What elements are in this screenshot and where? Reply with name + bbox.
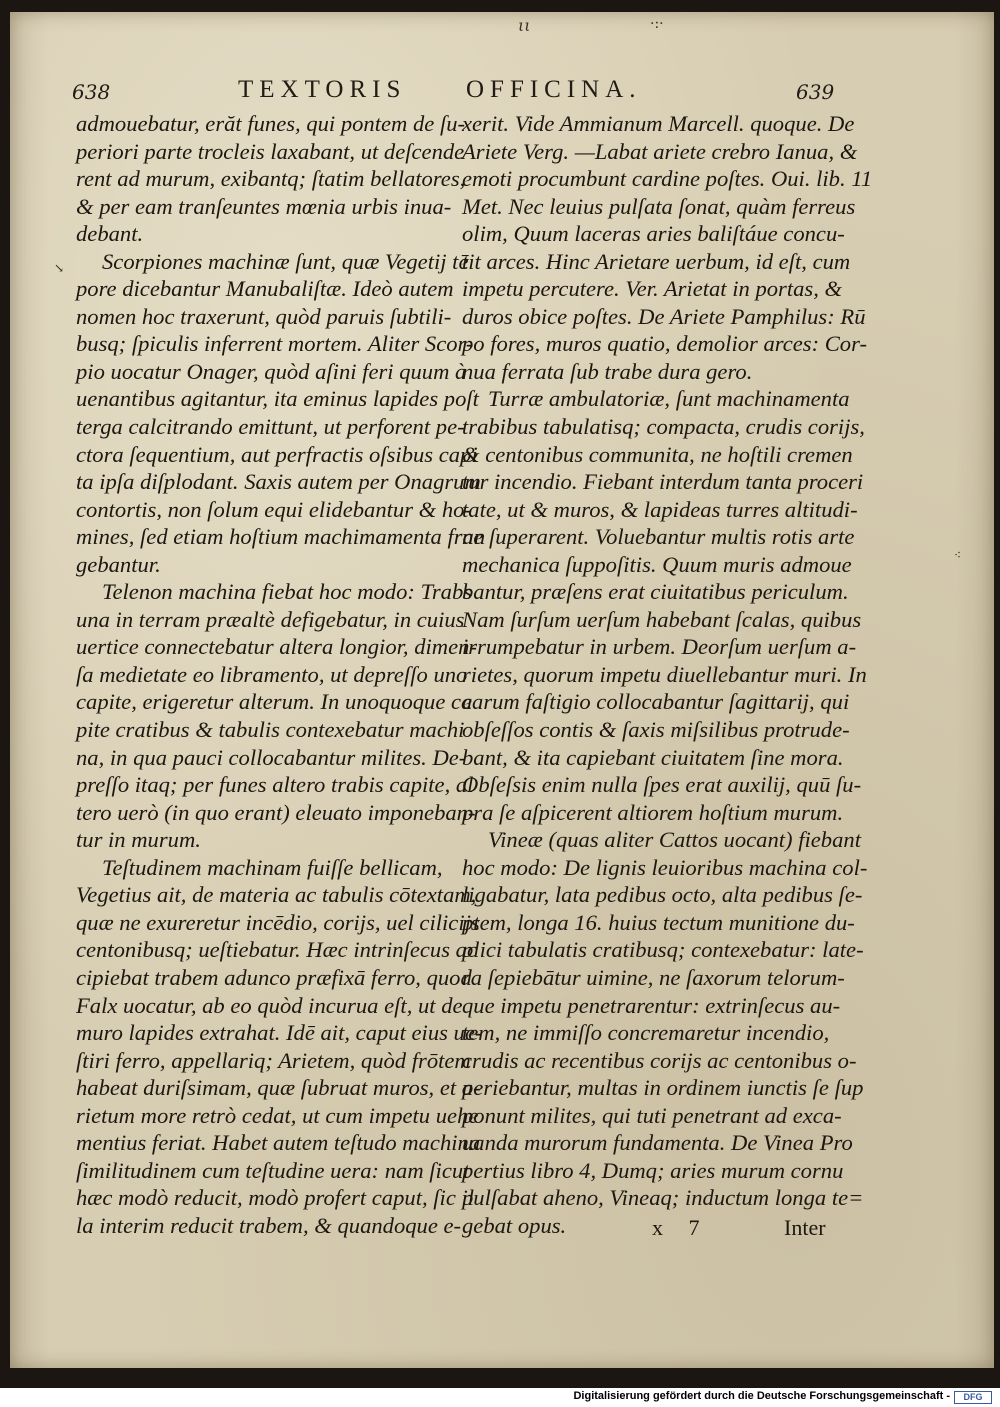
text-line: rietes, quorum impetu diuellebantur muri. In xyxy=(462,661,867,687)
text-line: rietum more retrò cedat, ut cum impetu uehe xyxy=(76,1102,479,1128)
text-line: periori parte trocleis laxabant, ut deſcende xyxy=(76,138,465,164)
text-line: tem, ne immiſſo concremaretur incendio, xyxy=(462,1020,830,1046)
text-line: xerit. Vide Ammianum Marcell. quoque. De xyxy=(462,111,855,136)
text-line: Obſeſsis enim nulla ſpes erat auxilij, quū ſu- xyxy=(462,772,862,798)
text-line: ptem, longa 16. huius tectum munitione du- xyxy=(462,909,855,935)
text-line: tero uerò (in quo erant) eleuato imponeban- xyxy=(76,799,476,825)
text-line: una in terram præaltè defigebatur, in cuius xyxy=(76,606,465,632)
text-line: busq; ſpiculis inferrent mortem. Aliter Scor- xyxy=(76,331,474,357)
signature-mark: x 7 xyxy=(652,1215,710,1240)
text-line: & centonibus communita, ne hoſtili cremen xyxy=(462,441,853,467)
text-line: rent ad murum, exibantq; ſtatim bellatores, xyxy=(76,166,466,192)
text-line: gebantur. xyxy=(76,551,161,577)
text-line: mentius feriat. Habet autem teſtudo machina xyxy=(76,1130,481,1156)
text-line: plici tabulatis cratibusq; contexebatur: late- xyxy=(462,937,864,963)
text-line: centonibusq; ueſtiebatur. Hæc intrinſecus ac xyxy=(76,937,477,963)
text-line: gebat opus. xyxy=(462,1212,567,1238)
text-line: nua ferrata ſub trabe dura gero. xyxy=(462,358,753,384)
top-dots: ·:· xyxy=(650,16,664,32)
text-line: trabibus tabulatisq; compacta, crudis corijs, xyxy=(462,414,865,440)
text-line: uenantibus agitantur, ita eminus lapides poſt xyxy=(76,386,479,412)
text-line: obſeſſos contis & ſaxis miſsilibus protrude- xyxy=(462,717,850,743)
text-line: ne ſuperarent. Voluebantur multis rotis arte xyxy=(462,524,855,550)
text-line: ſtiri ferro, appellariq; Arietem, quòd frōtem xyxy=(76,1047,471,1073)
text-line: Turræ ambulatoriæ, ſunt machinamenta xyxy=(488,386,850,412)
text-line: ſimilitudinem cum teſtudine uera: nam ſicut xyxy=(76,1157,470,1183)
text-line: pulſabat aheno, Vineaq; inductum longa te= xyxy=(462,1185,864,1211)
text-line: tur in murum. xyxy=(76,827,201,853)
text-line: emoti procumbunt cardine poſtes. Oui. lib. 11 xyxy=(462,166,873,192)
text-line: crudis ac recentibus corijs ac centonibus o- xyxy=(462,1047,857,1073)
text-line: Met. Nec leuius pulſata ſonat, quàm ferreus xyxy=(462,193,856,219)
margin-mark-left: ↘ xyxy=(54,261,65,275)
text-line: admouebatur, erăt funes, qui pontem de ſu- xyxy=(76,111,466,136)
text-line: pertius libro 4, Dumq; aries murum cornu xyxy=(462,1157,844,1183)
dfg-footer-bar xyxy=(0,1388,1000,1407)
text-line: pio uocatur Onager, quòd aſini feri quum à xyxy=(76,358,467,384)
text-line: Vineæ (quas aliter Cattos uocant) fiebant xyxy=(488,827,861,853)
text-line: debant. xyxy=(76,221,144,247)
right-page-number: 639 xyxy=(796,80,835,104)
text-line: ctora ſequentium, aut perfractis oſsibus capi xyxy=(76,441,478,467)
text-line: Ariete Verg. —Labat ariete crebro Ianua, & xyxy=(462,138,858,164)
text-line: mines, ſed etiam hoſtium machimamenta fran xyxy=(76,524,486,550)
text-line: olim, Quum laceras aries baliſtáue concu- xyxy=(462,221,845,247)
text-line: Scorpiones machinæ ſunt, quæ Vegetij tē xyxy=(102,248,469,274)
text-line: impetu percutere. Ver. Arietat in portas, & xyxy=(462,276,843,302)
dfg-logo-icon: DFG xyxy=(954,1391,992,1404)
book-page xyxy=(10,12,994,1368)
text-line: Teſtudinem machinam fuiſſe bellicam, xyxy=(102,854,443,880)
text-line: tur incendio. Fiebant interdum tanta proceri xyxy=(462,469,864,495)
left-page-number: 638 xyxy=(72,80,111,104)
margin-mark-right: ⁖ xyxy=(954,548,962,562)
text-line: hæc modò reducit, modò profert caput, ſic il xyxy=(76,1185,475,1211)
text-line: periebantur, multas in ordinem iunctis ſe ſup xyxy=(462,1075,864,1101)
text-line: Nam ſurſum uerſum habebant ſcalas, quibus xyxy=(462,606,862,632)
text-line: & per eam tranſeuntes mœnia urbis inua- xyxy=(76,193,452,219)
text-line: bant, & ita capiebant ciuitatem ſine mora. xyxy=(462,744,844,770)
right-page-header xyxy=(458,76,858,112)
text-line: nomen hoc traxerunt, quòd paruis ſubtili- xyxy=(76,303,452,329)
text-line: capite, erigeretur alterum. In unoquoque ca xyxy=(76,689,473,715)
text-line: ſa medietate eo libramento, ut depreſſo uno xyxy=(76,661,468,687)
text-line: terga calcitrando emittunt, ut perforent pe- xyxy=(76,414,465,440)
text-line: Telenon machina fiebat hoc modo: Trabs xyxy=(102,579,473,605)
text-line: la interim reducit trabem, & quandoque e- xyxy=(76,1212,462,1238)
text-line: pore dicebantur Manubaliſtæ. Ideò autem xyxy=(76,276,454,302)
text-line: quæ ne exureretur incēdio, corijs, uel cilicijs xyxy=(76,909,480,935)
text-line: duros obice poſtes. De Ariete Pamphilus: Rū xyxy=(462,303,866,329)
left-running-head: TEXTORIS xyxy=(238,76,407,103)
text-line: pite cratibus & tabulis contexebatur machi xyxy=(76,717,465,743)
text-line: hoc modo: De lignis leuioribus machina col- xyxy=(462,854,868,880)
text-line: uertice connectebatur altera longior, dimen- xyxy=(76,634,477,660)
text-line: mechanica ſuppoſitis. Quum muris admoue xyxy=(462,551,852,577)
text-line: ligabatur, lata pedibus octo, alta pedibus ſe- xyxy=(462,882,863,908)
left-text-column xyxy=(76,110,486,1239)
text-line: que impetu penetrarentur: extrinſecus au- xyxy=(462,992,841,1018)
top-mark: ιι xyxy=(518,16,531,35)
text-line: muro lapides extrahat. Idē ait, caput eius ue- xyxy=(76,1020,483,1046)
dfg-credit-text: Digitalisierung gefördert durch die Deutsche Forschungsgemeinschaft - xyxy=(573,1390,950,1402)
catchword: Inter xyxy=(784,1215,826,1240)
text-line: irrumpebatur in urbem. Deorſum uerſum a- xyxy=(462,634,857,660)
text-line: tit arces. Hinc Arietare uerbum, id eſt, cum xyxy=(462,248,851,274)
text-line: tate, ut & muros, & lapideas turres altitudi- xyxy=(462,496,858,522)
text-line: preſſo itaq; per funes altero trabis capite, al xyxy=(76,772,474,798)
text-line: na, in qua pauci collocabantur milites. De- xyxy=(76,744,467,770)
text-line: earum faſtigio collocabantur ſagittarij, qui xyxy=(462,689,850,715)
right-running-head: OFFICINA. xyxy=(466,76,642,103)
text-line: pra ſe aſpicerent altiorem hoſtium murum. xyxy=(462,799,844,825)
text-line: ta ipſa diſplodant. Saxis autem per Onagrum xyxy=(76,469,481,495)
text-line: ra ſepiebātur uimine, ne ſaxorum telorum- xyxy=(462,964,845,990)
text-line: habeat duriſsimam, quæ ſubruat muros, et a- xyxy=(76,1075,481,1101)
text-line: po fores, muros quatio, demolior arces: Cor- xyxy=(462,331,867,357)
text-line: contortis, non ſolum equi elidebantur & ho- xyxy=(76,496,472,522)
text-line: ponunt milites, qui tuti penetrant ad exca- xyxy=(462,1102,842,1128)
text-line: bantur, præſens erat ciuitatibus periculum. xyxy=(462,579,849,605)
text-line: Falx uocatur, ab eo quòd incurua eſt, ut de xyxy=(76,992,463,1018)
left-page-header xyxy=(72,76,472,112)
text-line: uanda murorum fundamenta. De Vinea Pro xyxy=(462,1130,853,1156)
right-text-column xyxy=(462,110,873,1239)
text-line: Vegetius ait, de materia ac tabulis cōtextam, xyxy=(76,882,477,908)
text-line: cipiebat trabem adunco præfixā ferro, quod xyxy=(76,964,472,990)
